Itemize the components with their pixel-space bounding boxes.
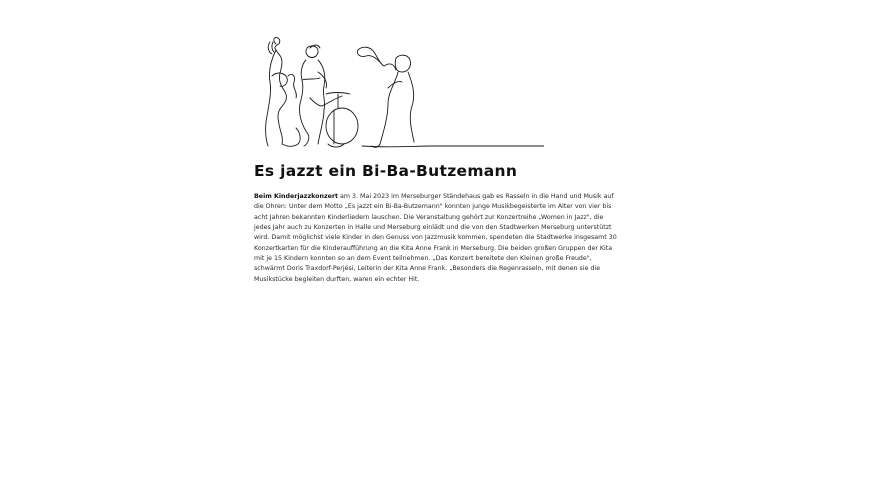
- article-lead: Beim Kinderjazzkonzert: [254, 193, 339, 200]
- article-body: [254, 192, 620, 285]
- trumpet-player-figure: [357, 47, 414, 147]
- article-headline: Es jazzt ein Bi-Ba-Butzemann: [254, 162, 518, 180]
- jazz-band-illustration-icon: [262, 36, 544, 152]
- bassist-figure: [266, 37, 301, 146]
- article-body-text: am 3. Mai 2023 im Merseburger Ständehaus gab es Rasseln in die Hand und Musik auf die Ohren: Unter dem Motto „Es jazzt ein Bi-Ba-Butzemann" konnten junge Musikbegeisterte im Alter von vier bis acht Jahren bekannten Kinderliedern lauschen. Die Veranstaltung gehört zur Konzertreihe „Women in Jazz", die jedes Jahr auch zu Konzerten in Halle und Merseburg einlädt und die von den Stadtwerken Merseburg unterstützt wird. Damit möglichst viele Kinder in den Genuss von Jazzmusik kommen, spendeten die Stadtwerke insgesamt 30 Konzertkarten für die Kinderaufführung an die Kita Anne Frank in Merseburg. Die beiden großen Gruppen der Kita mit je 15 Kindern konnten so an dem Event teilnehmen. „Das Konzert bereitete den Kleinen große Freude", schwärmt Doris Traxdorf-Perjési, Leiterin der Kita Anne Frank. „Besonders die Regenrasseln, mit denen sie die Musikstücke begleiten durften, waren ein echter Hit.: [254, 193, 617, 283]
- drummer-figure: [299, 45, 358, 147]
- ground-line: [362, 146, 544, 147]
